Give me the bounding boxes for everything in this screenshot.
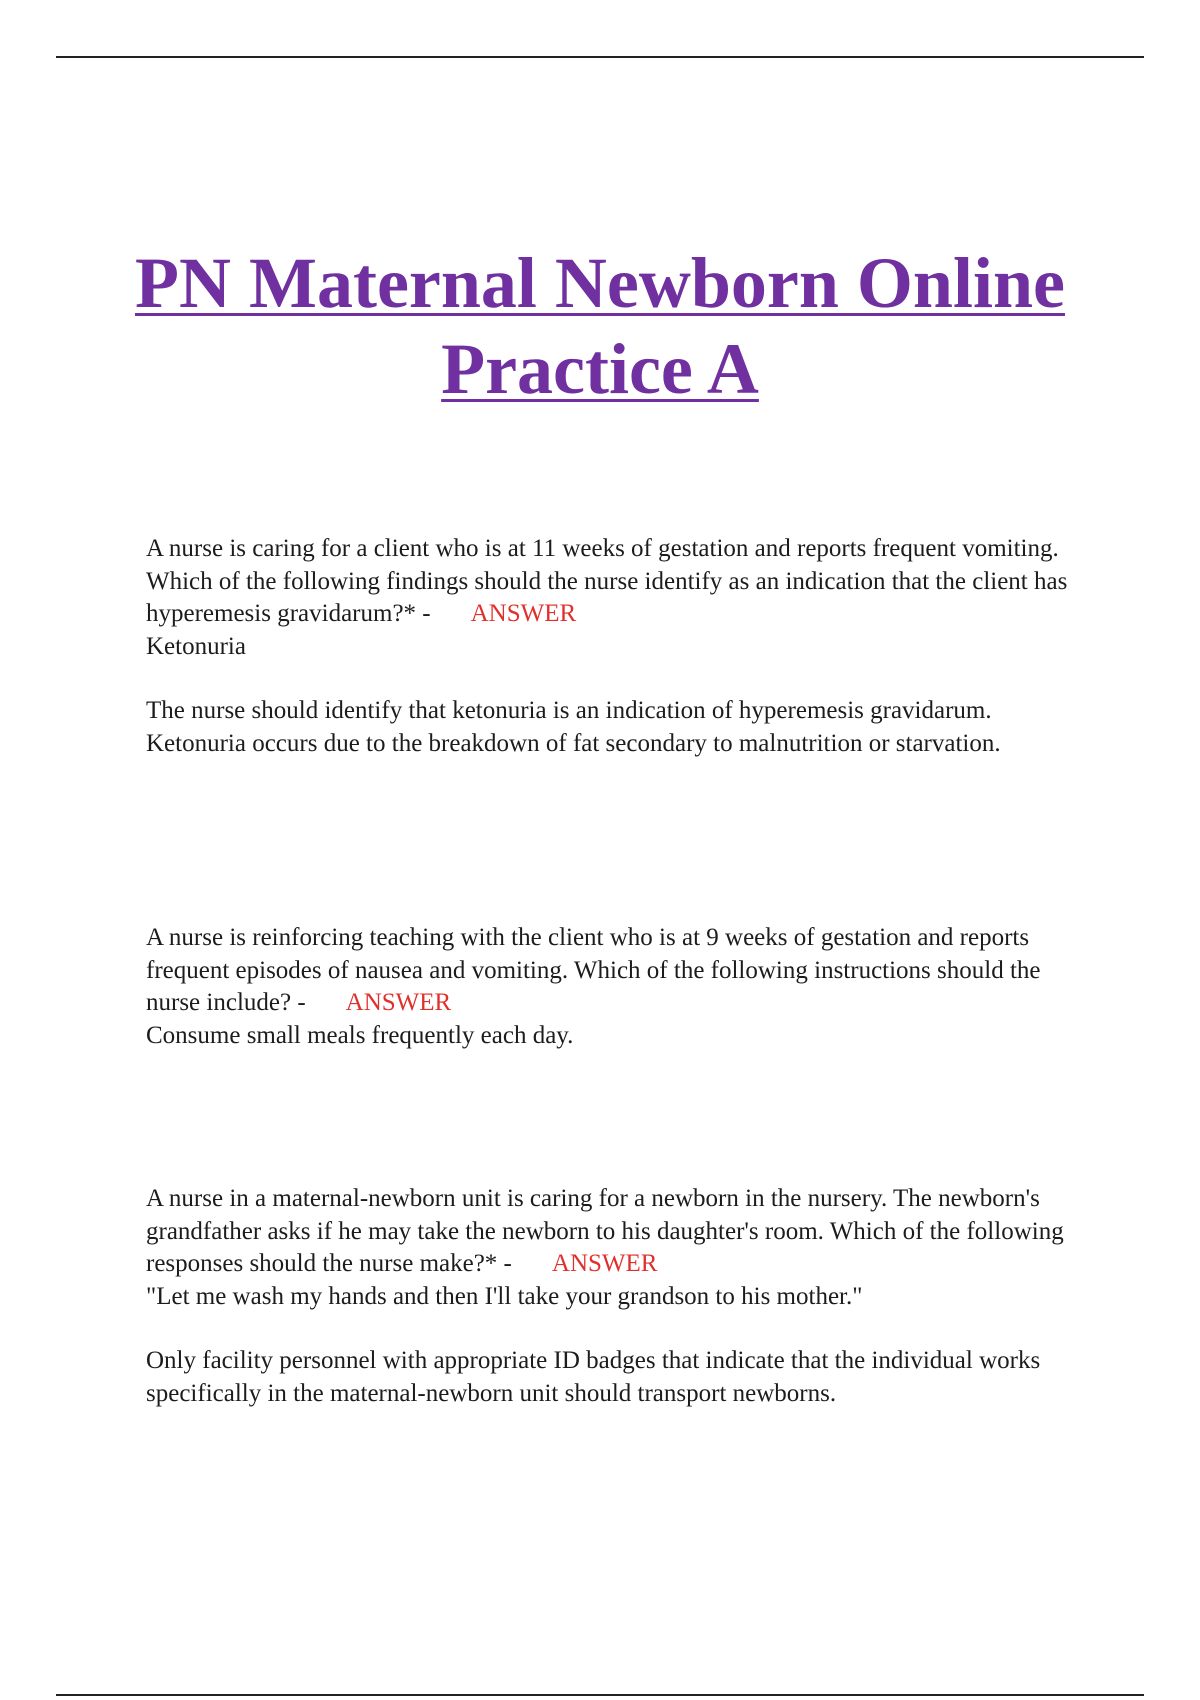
answer-label-2: ANSWER xyxy=(345,989,452,1016)
question-3-prompt: A nurse in a maternal-newborn unit is caring for a newborn in the nursery. The newborn's grandfather asks if he may take the newborn to his daughter's room. Which of the following responses should the nurse make?* - xyxy=(146,1185,1064,1277)
answer-label-3: ANSWER xyxy=(551,1250,658,1277)
question-3-text xyxy=(146,1183,1090,1313)
question-2-text xyxy=(146,922,1090,1052)
document-title: PN Maternal Newborn Online Practice A xyxy=(135,243,1065,409)
question-1-text xyxy=(146,533,1090,663)
top-rule xyxy=(56,56,1144,58)
question-2-prompt: A nurse is reinforcing teaching with the client who is at 9 weeks of gestation and reports frequent episodes of nausea and vomiting. Which of the following instructions should the nurse include? - xyxy=(146,924,1041,1016)
bottom-rule xyxy=(56,1694,1144,1696)
question-block-2 xyxy=(146,922,1090,1052)
answer-3-text: "Let me wash my hands and then I'll take your grandson to his mother." xyxy=(146,1282,863,1310)
answer-2-text: Consume small meals frequently each day. xyxy=(146,1021,574,1049)
rationale-1-text: The nurse should identify that ketonuria is an indication of hyperemesis gravidarum. Ketonuria occurs due to the breakdown of fat secondary to malnutrition or starvation. xyxy=(146,697,1001,757)
rationale-3-text: Only facility personnel with appropriate ID badges that indicate that the individual works specifically in the maternal-newborn unit should transport newborns. xyxy=(146,1347,1041,1407)
answer-label-1: ANSWER xyxy=(470,600,577,627)
question-1-prompt: A nurse is caring for a client who is at 11 weeks of gestation and reports frequent vomiting. Which of the following findings should the nurse identify as an indication that the client has hyperemesis gravidarum?* - xyxy=(146,535,1068,627)
answer-1-text: Ketonuria xyxy=(146,632,246,660)
question-block-3 xyxy=(146,1183,1090,1410)
question-block-1 xyxy=(146,533,1090,760)
